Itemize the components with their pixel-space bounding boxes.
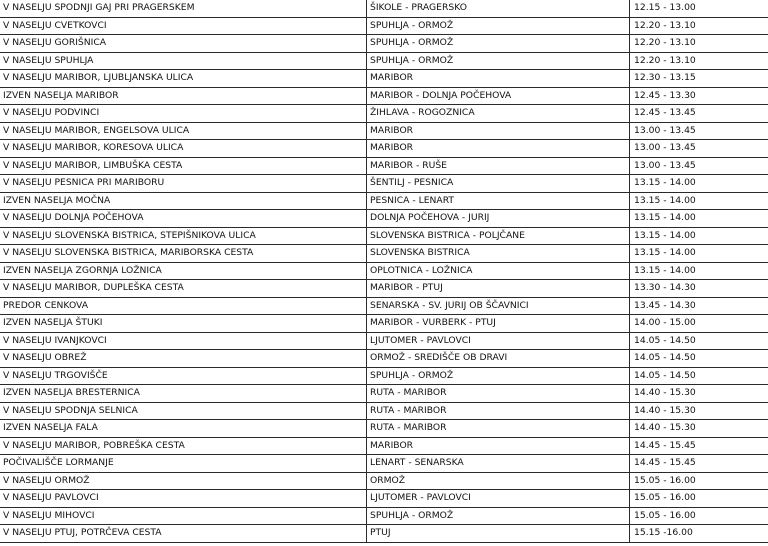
time-cell: 13.15 - 14.00 <box>630 210 768 228</box>
table-row <box>0 280 768 298</box>
table-row <box>0 70 768 88</box>
location-cell: V NASELJU MIHOVCI <box>0 507 367 525</box>
table-row <box>0 140 768 158</box>
table-row <box>0 192 768 210</box>
time-cell: 15.05 - 16.00 <box>630 507 768 525</box>
time-cell: 13.15 - 14.00 <box>630 245 768 263</box>
table-row <box>0 490 768 508</box>
table-row <box>0 507 768 525</box>
table-row <box>0 227 768 245</box>
time-cell: 13.15 - 14.00 <box>630 262 768 280</box>
table-row <box>0 157 768 175</box>
table-row <box>0 315 768 333</box>
time-cell: 14.40 - 15.30 <box>630 402 768 420</box>
time-cell: 13.45 - 14.30 <box>630 297 768 315</box>
location-cell: V NASELJU GORIŠNICA <box>0 35 367 53</box>
route-cell: OPLOTNICA - LOŽNICA <box>367 262 630 280</box>
location-cell: V NASELJU IVANJKOVCI <box>0 332 367 350</box>
time-cell: 14.05 - 14.50 <box>630 367 768 385</box>
location-cell: V NASELJU SLOVENSKA BISTRICA, STEPIŠNIKOVA ULICA <box>0 227 367 245</box>
time-cell: 14.05 - 14.50 <box>630 350 768 368</box>
location-cell: V NASELJU PAVLOVCI <box>0 490 367 508</box>
route-cell: MARIBOR <box>367 122 630 140</box>
time-cell: 12.15 - 13.00 <box>630 0 768 17</box>
route-cell: MARIBOR - VURBERK - PTUJ <box>367 315 630 333</box>
time-cell: 14.05 - 14.50 <box>630 332 768 350</box>
location-cell: V NASELJU SPODNJA SELNICA <box>0 402 367 420</box>
time-cell: 13.15 - 14.00 <box>630 227 768 245</box>
route-cell: SLOVENSKA BISTRICA <box>367 245 630 263</box>
table-row <box>0 122 768 140</box>
time-cell: 15.15 -16.00 <box>630 525 768 543</box>
time-cell: 13.00 - 13.45 <box>630 157 768 175</box>
time-cell: 14.00 - 15.00 <box>630 315 768 333</box>
route-cell: SPUHLJA - ORMOŽ <box>367 52 630 70</box>
time-cell: 13.30 - 14.30 <box>630 280 768 298</box>
location-cell: IZVEN NASELJA ZGORNJA LOŽNICA <box>0 262 367 280</box>
time-cell: 13.15 - 14.00 <box>630 192 768 210</box>
table-row <box>0 437 768 455</box>
route-cell: ŽIHLAVA - ROGOZNICA <box>367 105 630 123</box>
route-cell: PESNICA - LENART <box>367 192 630 210</box>
route-cell: ORMOŽ - SREDIŠČE OB DRAVI <box>367 350 630 368</box>
table-row <box>0 35 768 53</box>
time-cell: 12.45 - 13.45 <box>630 105 768 123</box>
location-cell: IZVEN NASELJA MARIBOR <box>0 87 367 105</box>
time-cell: 13.00 - 13.45 <box>630 122 768 140</box>
route-cell: SENARSKA - SV. JURIJ OB ŠČAVNICI <box>367 297 630 315</box>
route-cell: MARIBOR <box>367 437 630 455</box>
table-row <box>0 0 768 17</box>
route-cell: MARIBOR <box>367 140 630 158</box>
table-row <box>0 87 768 105</box>
route-cell: SPUHLJA - ORMOŽ <box>367 507 630 525</box>
time-cell: 14.45 - 15.45 <box>630 455 768 473</box>
location-cell: V NASELJU OBREŽ <box>0 350 367 368</box>
table-row <box>0 262 768 280</box>
route-cell: SLOVENSKA BISTRICA - POLJČANE <box>367 227 630 245</box>
route-cell: SPUHLJA - ORMOŽ <box>367 17 630 35</box>
route-cell: MARIBOR - RUŠE <box>367 157 630 175</box>
route-cell: RUTA - MARIBOR <box>367 385 630 403</box>
table-row <box>0 472 768 490</box>
table-row <box>0 367 768 385</box>
table-row <box>0 525 768 543</box>
table-row <box>0 52 768 70</box>
route-cell: LJUTOMER - PAVLOVCI <box>367 332 630 350</box>
table-row <box>0 402 768 420</box>
time-cell: 13.15 - 14.00 <box>630 175 768 193</box>
location-cell: IZVEN NASELJA MOČNA <box>0 192 367 210</box>
route-cell: ŠENTILJ - PESNICA <box>367 175 630 193</box>
time-cell: 14.40 - 15.30 <box>630 385 768 403</box>
table-row <box>0 385 768 403</box>
table-row <box>0 17 768 35</box>
table-row <box>0 420 768 438</box>
location-cell: IZVEN NASELJA ŠTUKI <box>0 315 367 333</box>
route-cell: ORMOŽ <box>367 472 630 490</box>
table-row <box>0 105 768 123</box>
route-cell: LJUTOMER - PAVLOVCI <box>367 490 630 508</box>
route-cell: MARIBOR - DOLNJA POČEHOVA <box>367 87 630 105</box>
location-cell: V NASELJU CVETKOVCI <box>0 17 367 35</box>
location-cell: V NASELJU ORMOŽ <box>0 472 367 490</box>
location-cell: V NASELJU PTUJ, POTRČEVA CESTA <box>0 525 367 543</box>
route-cell: DOLNJA POČEHOVA - JURIJ <box>367 210 630 228</box>
time-cell: 15.05 - 16.00 <box>630 472 768 490</box>
location-cell: V NASELJU MARIBOR, POBREŠKA CESTA <box>0 437 367 455</box>
time-cell: 15.05 - 16.00 <box>630 490 768 508</box>
location-cell: V NASELJU MARIBOR, ENGELSOVA ULICA <box>0 122 367 140</box>
time-cell: 12.20 - 13.10 <box>630 52 768 70</box>
route-cell: RUTA - MARIBOR <box>367 420 630 438</box>
location-cell: IZVEN NASELJA FALA <box>0 420 367 438</box>
table-row <box>0 332 768 350</box>
time-cell: 12.45 - 13.30 <box>630 87 768 105</box>
time-cell: 14.40 - 15.30 <box>630 420 768 438</box>
location-cell: PREDOR CENKOVA <box>0 297 367 315</box>
time-cell: 13.00 - 13.45 <box>630 140 768 158</box>
time-cell: 12.20 - 13.10 <box>630 35 768 53</box>
route-cell: MARIBOR <box>367 70 630 88</box>
time-cell: 12.30 - 13.15 <box>630 70 768 88</box>
table-row <box>0 350 768 368</box>
table-row <box>0 245 768 263</box>
time-cell: 12.20 - 13.10 <box>630 17 768 35</box>
route-cell: ŠIKOLE - PRAGERSKO <box>367 0 630 17</box>
location-cell: V NASELJU PODVINCI <box>0 105 367 123</box>
table-row <box>0 175 768 193</box>
route-cell: SPUHLJA - ORMOŽ <box>367 35 630 53</box>
route-cell: PTUJ <box>367 525 630 543</box>
location-cell: V NASELJU MARIBOR, LJUBLJANSKA ULICA <box>0 70 367 88</box>
table-row <box>0 297 768 315</box>
location-cell: V NASELJU MARIBOR, LIMBUŠKA CESTA <box>0 157 367 175</box>
location-cell: V NASELJU TRGOVIŠČE <box>0 367 367 385</box>
location-cell: V NASELJU PESNICA PRI MARIBORU <box>0 175 367 193</box>
location-cell: IZVEN NASELJA BRESTERNICA <box>0 385 367 403</box>
location-cell: V NASELJU SPODNJI GAJ PRI PRAGERSKEM <box>0 0 367 17</box>
location-cell: V NASELJU DOLNJA POČEHOVA <box>0 210 367 228</box>
route-cell: MARIBOR - PTUJ <box>367 280 630 298</box>
table-row <box>0 210 768 228</box>
route-cell: LENART - SENARSKA <box>367 455 630 473</box>
route-cell: RUTA - MARIBOR <box>367 402 630 420</box>
location-cell: V NASELJU MARIBOR, DUPLEŠKA CESTA <box>0 280 367 298</box>
route-cell: SPUHLJA - ORMOŽ <box>367 367 630 385</box>
location-cell: V NASELJU SPUHLJA <box>0 52 367 70</box>
location-cell: V NASELJU MARIBOR, KORESOVA ULICA <box>0 140 367 158</box>
table-row <box>0 455 768 473</box>
time-cell: 14.45 - 15.45 <box>630 437 768 455</box>
location-cell: POČIVALIŠČE LORMANJE <box>0 455 367 473</box>
location-cell: V NASELJU SLOVENSKA BISTRICA, MARIBORSKA CESTA <box>0 245 367 263</box>
